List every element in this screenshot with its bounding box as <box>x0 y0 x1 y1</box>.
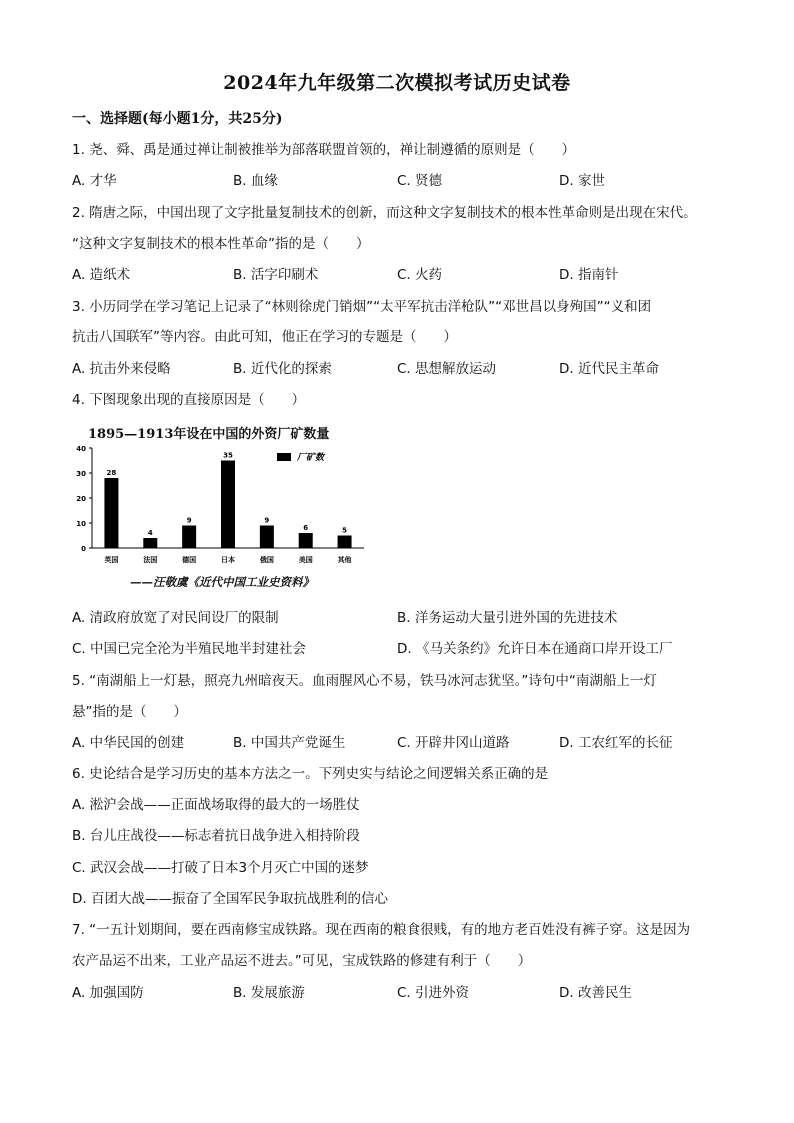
q5-option-b[interactable]: B. 中国共产党诞生 <box>233 735 346 751</box>
q5-option-c[interactable]: C. 开辟井冈山道路 <box>397 735 510 751</box>
q5-option-d[interactable]: D. 工农红军的长征 <box>559 735 673 751</box>
chart-source: ——汪敬虞《近代中国工业史资料》 <box>130 575 314 589</box>
exam-title: 2024年九年级第二次模拟考试历史试卷 <box>223 72 571 94</box>
bar-value-label: 28 <box>106 469 117 477</box>
q5-stem-line1: 5. “南湖船上一灯悬，照亮九州暗夜天。血雨腥风心不易，铁马冰河志犹坚。”诗句中“南湖船上一灯 <box>72 673 657 689</box>
x-tick-label: 其他 <box>337 556 352 564</box>
q1-option-d[interactable]: D. 家世 <box>559 173 605 189</box>
y-tick-label: 0 <box>81 545 86 553</box>
q7-option-a[interactable]: A. 加强国防 <box>72 985 144 1001</box>
q3-option-d[interactable]: D. 近代民主革命 <box>559 361 659 377</box>
bar <box>260 526 274 549</box>
q3-stem-line1: 3. 小历同学在学习笔记上记录了“林则徐虎门销烟”“太平军抗击洋枪队”“邓世昌以身殉国”“义和团 <box>72 299 652 315</box>
bar <box>221 461 235 549</box>
q7-stem-line2: 农产品运不出来，工业产品运不进去。”可见，宝成铁路的修建有利于（ ） <box>72 953 532 969</box>
q2-stem-line1: 2. 隋唐之际，中国出现了文字批量复制技术的创新，而这种文字复制技术的根本性革命则是出现在宋代。 <box>72 205 697 221</box>
x-tick-label: 法国 <box>143 556 158 564</box>
bar-chart-svg <box>72 418 372 598</box>
q7-option-b[interactable]: B. 发展旅游 <box>233 985 305 1001</box>
q6-option-d[interactable]: D. 百团大战——振奋了全国军民争取抗战胜利的信心 <box>72 891 388 907</box>
bar <box>338 536 352 549</box>
q3-option-b[interactable]: B. 近代化的探索 <box>233 361 332 377</box>
q2-option-a[interactable]: A. 造纸术 <box>72 267 131 283</box>
y-tick-label: 10 <box>76 520 86 528</box>
q6-option-a[interactable]: A. 淞沪会战——正面战场取得的最大的一场胜仗 <box>72 797 360 813</box>
q3-option-a[interactable]: A. 抗击外来侵略 <box>72 361 171 377</box>
q5-stem-line2: 悬”指的是（ ） <box>72 704 187 720</box>
x-tick-label: 美国 <box>298 556 313 564</box>
q7-option-c[interactable]: C. 引进外资 <box>397 985 470 1001</box>
q6-stem: 6. 史论结合是学习历史的基本方法之一。下列史实与结论之间逻辑关系正确的是 <box>72 766 549 782</box>
q4-stem: 4. 下图现象出现的直接原因是（ ） <box>72 392 306 408</box>
bar <box>182 526 196 549</box>
bar <box>299 533 313 548</box>
bar <box>104 478 118 548</box>
q6-option-c[interactable]: C. 武汉会战——打破了日本3个月灭亡中国的迷梦 <box>72 860 369 876</box>
bar <box>143 538 157 548</box>
y-tick-label: 40 <box>76 445 86 453</box>
q2-option-d[interactable]: D. 指南针 <box>559 267 619 283</box>
q4-option-d[interactable]: D. 《马关条约》允许日本在通商口岸开设工厂 <box>397 641 673 657</box>
q6-option-b[interactable]: B. 台儿庄战役——标志着抗日战争进入相持阶段 <box>72 828 360 844</box>
q4-option-c[interactable]: C. 中国已完全沦为半殖民地半封建社会 <box>72 641 307 657</box>
x-tick-label: 俄国 <box>259 556 274 564</box>
q1-option-b[interactable]: B. 血缘 <box>233 173 278 189</box>
y-tick-label: 30 <box>76 470 86 478</box>
chart-title: 1895—1913年设在中国的外资厂矿数量 <box>88 427 330 442</box>
bar-value-label: 9 <box>264 516 270 525</box>
section-heading: 一、选择题(每小题1分，共25分) <box>72 111 283 127</box>
q1-stem: 1. 尧、舜、禹是通过禅让制被推举为部落联盟首领的，禅让制遵循的原则是（ ） <box>72 142 576 158</box>
x-tick-label: 英国 <box>104 556 119 564</box>
bar-value-label: 4 <box>147 529 153 537</box>
legend-label: 厂矿数 <box>297 453 325 463</box>
bar-value-label: 9 <box>186 516 192 525</box>
legend-swatch <box>277 453 291 461</box>
q2-option-c[interactable]: C. 火药 <box>397 267 443 283</box>
q3-stem-line2: 抗击八国联军”等内容。由此可知，他正在学习的专题是（ ） <box>72 329 457 345</box>
q3-option-c[interactable]: C. 思想解放运动 <box>397 361 497 377</box>
bar-value-label: 6 <box>303 524 309 532</box>
q1-option-a[interactable]: A. 才华 <box>72 173 117 189</box>
x-tick-label: 日本 <box>221 556 235 564</box>
bar-chart <box>72 418 372 598</box>
q7-stem-line1: 7. “一五计划期间，要在西南修宝成铁路。现在西南的粮食很贱，有的地方老百姓没有裤子穿。这是因为 <box>72 922 691 938</box>
q1-option-c[interactable]: C. 贤德 <box>397 173 443 189</box>
q2-stem-line2: “这种文字复制技术的根本性革命”指的是（ ） <box>72 236 370 252</box>
q4-option-b[interactable]: B. 洋务运动大量引进外国的先进技术 <box>397 610 618 626</box>
y-tick-label: 20 <box>76 495 86 503</box>
q7-option-d[interactable]: D. 改善民生 <box>559 985 632 1001</box>
bar-value-label: 35 <box>223 451 233 460</box>
x-tick-label: 德国 <box>182 556 197 564</box>
q4-option-a[interactable]: A. 清政府放宽了对民间设厂的限制 <box>72 610 279 626</box>
q5-option-a[interactable]: A. 中华民国的创建 <box>72 735 185 751</box>
q2-option-b[interactable]: B. 活字印刷术 <box>233 267 319 283</box>
bar-value-label: 5 <box>342 526 348 535</box>
